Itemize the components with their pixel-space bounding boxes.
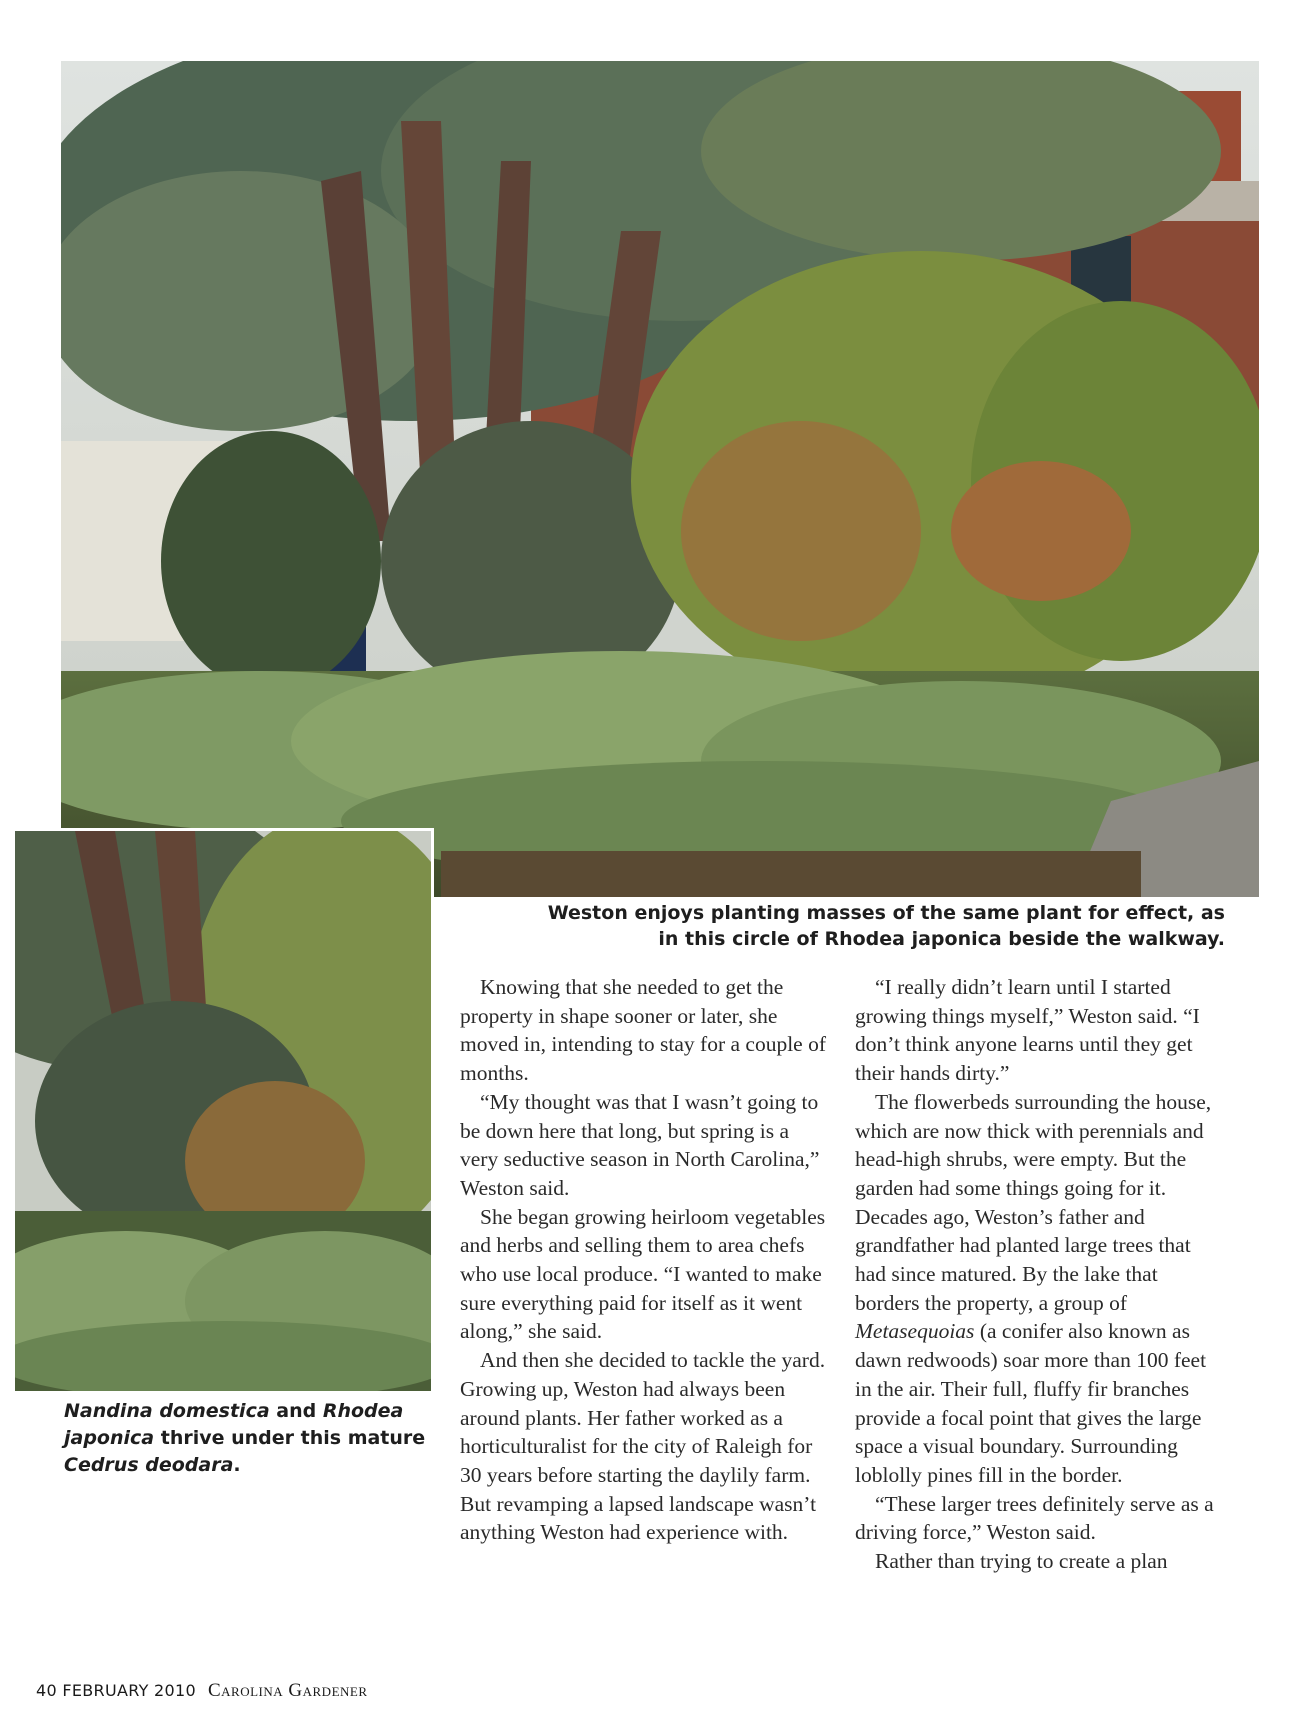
species-name: Metasequoias [855,1319,975,1344]
paragraph: Knowing that she needed to get the property in shape sooner or later, she moved in, intending to stay for a couple of months. [460,975,827,1086]
article-column-1 [460,973,830,1547]
caption-species-2: Rhodea japonica [64,1400,404,1449]
main-garden-photo [61,61,1259,897]
page-footer [36,1680,368,1702]
page-folio: 40 FEBRUARY 2010 [36,1681,196,1700]
caption-text-1: and [269,1400,323,1422]
paragraph [855,1088,1225,1490]
inset-photo-caption [64,1398,444,1479]
caption-text-2: thrive under this mature [154,1427,426,1449]
publication-name: Carolina Gardener [207,1680,368,1701]
paragraph: “My thought was that I wasn’t going to be down here that long, but spring is a very seductive season in North Carolina,” Weston said. [460,1089,820,1200]
article-column-2 [855,973,1225,1576]
paragraph: “These larger trees definitely serve as a driving force,” Weston said. [855,1491,1214,1545]
main-photo-caption: Weston enjoys planting masses of the same plant for effect, as in this circle of Rhodea japonica beside the walkway. [547,902,1225,950]
paragraph: Rather than trying to create a plan [875,1549,1168,1574]
caption-species-3: Cedrus deodara [64,1454,234,1476]
paragraph: And then she decided to tackle the yard. Growing up, Weston had always been around plants. Her father worked as a horticulturalist for the city of Raleigh for 30 years before starting the daylily farm. But revamping a lapsed landscape wasn’t anything Weston had experience with. [460,1348,826,1545]
paragraph: She began growing heirloom vegetables and herbs and selling them to area chefs who use local produce. “I wanted to make sure everything paid for itself as it went along,” she said. [460,1204,826,1344]
caption-species-1: Nandina domestica [64,1400,270,1422]
paragraph-text: (a conifer also known as dawn redwoods) soar more than 100 feet in the air. Their full, fluffy fir branches provide a focal point that gives the large space a visual boundary. Surrounding loblolly pines fill in the border. [855,1319,1207,1487]
caption-text-3: . [233,1454,241,1476]
paragraph-text: The flowerbeds surrounding the house, which are now thick with perennials and head-high shrubs, were empty. But the garden had some things going for it. Decades ago, Weston’s father and grandfather had planted large trees that had since matured. By the lake that borders the property, a group of [855,1089,1212,1315]
paragraph: “I really didn’t learn until I started growing things myself,” Weston said. “I don’t think anyone learns until they get their hands dirty.” [855,975,1200,1086]
inset-garden-photo [12,828,434,1394]
